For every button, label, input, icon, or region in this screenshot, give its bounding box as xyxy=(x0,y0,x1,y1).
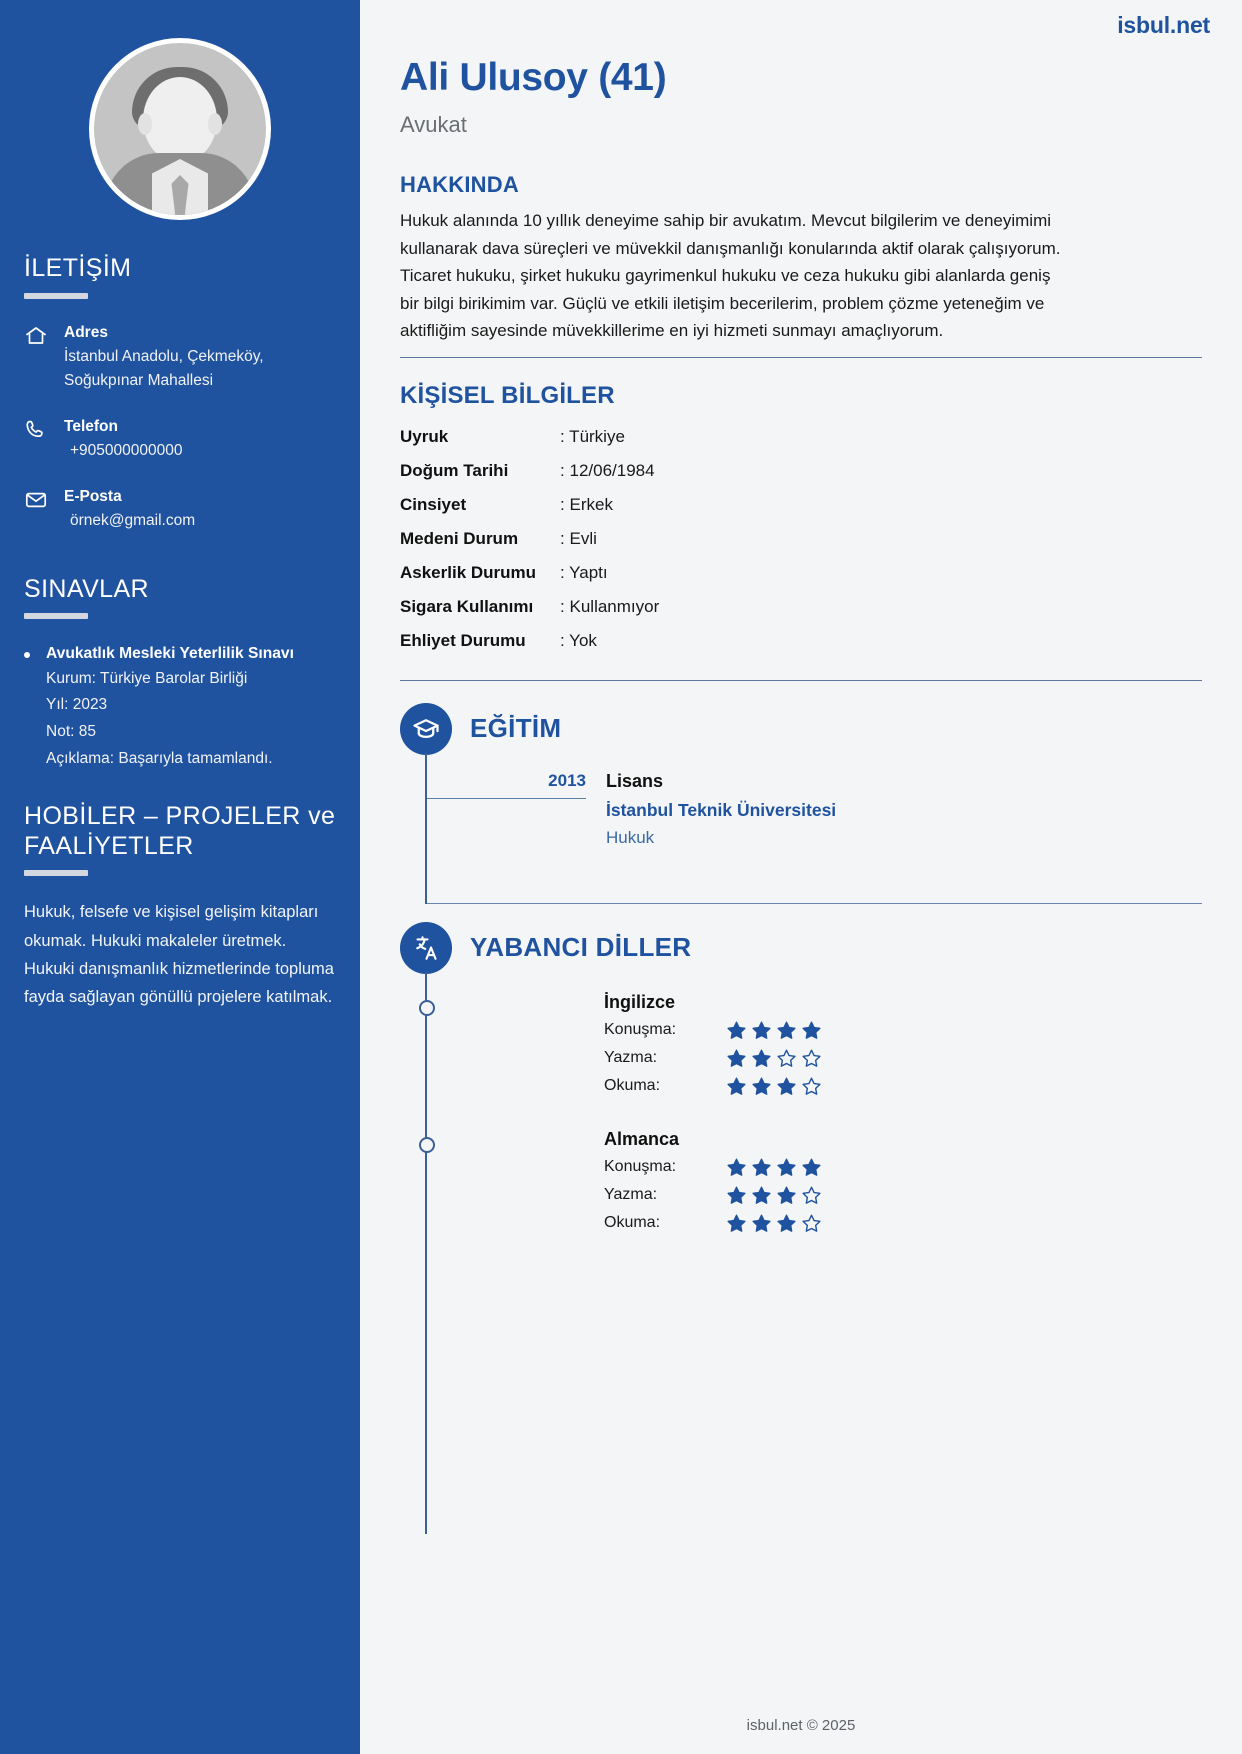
skill-label: Yazma: xyxy=(604,1049,658,1067)
about-heading: HAKKINDA xyxy=(400,172,519,197)
personal-key: Askerlik Durumu xyxy=(400,562,537,582)
avatar xyxy=(89,38,271,220)
language-skill-row xyxy=(604,1076,1202,1097)
star-rating xyxy=(726,1157,822,1178)
education-school: İstanbul Teknik Üniversitesi xyxy=(606,799,837,820)
contact-label-email: E-Posta xyxy=(64,487,122,505)
avatar-container xyxy=(24,0,336,220)
exam-institution: Kurum: Türkiye Barolar Birliği xyxy=(46,669,248,687)
personal-value: : Kullanmıyor xyxy=(560,596,660,616)
star-filled-icon xyxy=(776,1185,797,1206)
exam-item xyxy=(24,643,336,772)
star-filled-icon xyxy=(751,1048,772,1069)
table-row xyxy=(400,556,659,590)
personal-value: : 12/06/1984 xyxy=(560,460,655,480)
phone-icon xyxy=(24,415,50,463)
contact-heading-text: İLETİŞİM xyxy=(24,254,132,282)
table-row xyxy=(400,590,659,624)
languages-header xyxy=(400,922,1202,974)
education-heading: EĞİTİM xyxy=(470,713,562,744)
heading-underline xyxy=(24,293,88,299)
personal-value: : Yaptı xyxy=(560,562,608,582)
year-underline xyxy=(426,798,586,799)
education-year: 2013 xyxy=(548,770,586,790)
personal-value: : Erkek xyxy=(560,494,613,514)
star-filled-icon xyxy=(726,1020,747,1041)
star-filled-icon xyxy=(776,1213,797,1234)
language-skill-row xyxy=(604,1185,1202,1206)
personal-info-heading: KİŞİSEL BİLGİLER xyxy=(400,381,615,409)
hobbies-text: Hukuk, felsefe ve kişisel gelişim kitapları okumak. Hukuki makaleler üretmek. Hukuki danışmanlık hizmetlerinde topluma fayda sağlayan gönüllü projelere katılmak. xyxy=(24,903,334,1007)
star-rating xyxy=(726,1213,822,1234)
divider xyxy=(426,903,1202,904)
star-empty-icon xyxy=(801,1185,822,1206)
avatar-ear-left xyxy=(138,113,152,135)
footer-text: isbul.net © 2025 xyxy=(746,1717,856,1734)
star-filled-icon xyxy=(726,1076,747,1097)
star-filled-icon xyxy=(726,1213,747,1234)
star-rating xyxy=(726,1020,822,1041)
divider xyxy=(400,680,1202,681)
skill-label: Yazma: xyxy=(604,1186,658,1204)
star-filled-icon xyxy=(726,1185,747,1206)
table-row xyxy=(400,488,659,522)
hobbies-heading-text: HOBİLER – PROJELER ve FAALİYETLER xyxy=(24,802,336,860)
graduation-cap-icon xyxy=(400,703,452,755)
language-name: İngilizce xyxy=(604,991,676,1012)
contact-value-phone: +905000000000 xyxy=(70,441,183,459)
home-icon xyxy=(24,321,50,393)
education-details xyxy=(596,771,836,848)
education-field: Hukuk xyxy=(606,827,655,847)
brand-logo[interactable]: isbul.net xyxy=(1117,12,1210,38)
timeline-line xyxy=(425,753,427,904)
avatar-head xyxy=(143,77,217,163)
personal-key: Ehliyet Durumu xyxy=(400,630,526,650)
star-rating xyxy=(726,1076,822,1097)
contact-item-phone xyxy=(24,415,336,463)
exam-grade: Not: 85 xyxy=(46,723,96,741)
language-skill-row xyxy=(604,1213,1202,1234)
hobbies-heading xyxy=(24,802,336,876)
timeline-dot-icon xyxy=(419,1000,435,1016)
heading-underline xyxy=(24,870,88,876)
page-title: Ali Ulusoy (41) xyxy=(400,56,667,99)
main-content xyxy=(360,0,1242,1754)
contact-value-address: İstanbul Anadolu, Çekmeköy, Soğukpınar Mahallesi xyxy=(64,347,264,389)
star-filled-icon xyxy=(751,1020,772,1041)
education-item xyxy=(426,753,1202,848)
star-filled-icon xyxy=(801,1020,822,1041)
exam-description: Açıklama: Başarıyla tamamlandı. xyxy=(46,749,273,767)
education-year-column xyxy=(426,771,596,848)
sidebar xyxy=(0,0,360,1754)
star-rating xyxy=(726,1048,822,1069)
star-filled-icon xyxy=(726,1157,747,1178)
star-rating xyxy=(726,1185,822,1206)
language-skill-row xyxy=(604,1048,1202,1069)
star-empty-icon xyxy=(801,1213,822,1234)
exam-year: Yıl: 2023 xyxy=(46,696,108,714)
personal-key: Sigara Kullanımı xyxy=(400,596,534,616)
table-row xyxy=(400,420,659,454)
star-empty-icon xyxy=(801,1076,822,1097)
contact-item-email xyxy=(24,485,336,533)
education-degree: Lisans xyxy=(606,770,664,791)
exams-heading xyxy=(24,575,336,620)
star-filled-icon xyxy=(726,1048,747,1069)
divider xyxy=(400,357,1202,358)
contact-label-phone: Telefon xyxy=(64,417,118,435)
contact-label-address: Adres xyxy=(64,323,108,341)
star-filled-icon xyxy=(776,1076,797,1097)
star-filled-icon xyxy=(751,1157,772,1178)
bullet-icon xyxy=(24,643,34,772)
contact-value-email: örnek@gmail.com xyxy=(70,511,196,529)
timeline-dot-icon xyxy=(419,1137,435,1153)
education-header xyxy=(400,703,1202,755)
skill-label: Okuma: xyxy=(604,1077,661,1095)
personal-info-table xyxy=(400,420,659,658)
exams-heading-text: SINAVLAR xyxy=(24,574,150,603)
personal-key: Doğum Tarihi xyxy=(400,460,509,480)
language-name: Almanca xyxy=(604,1128,680,1149)
star-filled-icon xyxy=(776,1020,797,1041)
star-filled-icon xyxy=(801,1157,822,1178)
star-filled-icon xyxy=(776,1157,797,1178)
star-filled-icon xyxy=(751,1185,772,1206)
contact-item-address xyxy=(24,321,336,393)
mail-icon xyxy=(24,485,50,533)
language-skill-row xyxy=(604,1020,1202,1041)
personal-value: : Türkiye xyxy=(560,426,625,446)
skill-label: Okuma: xyxy=(604,1214,661,1232)
personal-key: Cinsiyet xyxy=(400,494,467,514)
table-row xyxy=(400,522,659,556)
language-item xyxy=(426,1097,1202,1234)
languages-timeline xyxy=(400,972,1202,1534)
contact-heading xyxy=(24,254,336,299)
about-text: Hukuk alanında 10 yıllık deneyime sahip bir avukatım. Mevcut bilgilerim ve deneyimimi kullanarak dava süreçleri ve müvekkil danışmanlığı konularında aktif olarak çalışıyorum. Ticaret hukuku, şirket hukuku gayrimenkul hukuku ve ceza hukuku gibi alanlarda geniş bir bilgi birikimim var. Güçlü ve etkili iletişim becerilerim, problem çözme yeteneğim ve aktifliğim sayesinde müvekkillerime en iyi hizmeti sunmayı amaçlıyorum. xyxy=(400,211,1061,341)
language-skill-row xyxy=(604,1157,1202,1178)
star-empty-icon xyxy=(776,1048,797,1069)
job-title: Avukat xyxy=(400,112,467,137)
personal-value: : Evli xyxy=(560,528,597,548)
heading-underline xyxy=(24,613,88,619)
personal-key: Medeni Durum xyxy=(400,528,519,548)
skill-label: Konuşma: xyxy=(604,1158,677,1176)
skill-label: Konuşma: xyxy=(604,1021,677,1039)
avatar-ear-right xyxy=(208,113,222,135)
star-filled-icon xyxy=(751,1076,772,1097)
education-timeline xyxy=(400,753,1202,904)
exam-title: Avukatlık Mesleki Yeterlilik Sınavı xyxy=(46,645,294,663)
table-row xyxy=(400,454,659,488)
table-row xyxy=(400,624,659,658)
translate-icon xyxy=(400,922,452,974)
star-filled-icon xyxy=(751,1213,772,1234)
language-item xyxy=(426,972,1202,1097)
personal-key: Uyruk xyxy=(400,426,449,446)
languages-heading: YABANCI DİLLER xyxy=(470,932,692,963)
personal-value: : Yok xyxy=(560,630,597,650)
star-empty-icon xyxy=(801,1048,822,1069)
